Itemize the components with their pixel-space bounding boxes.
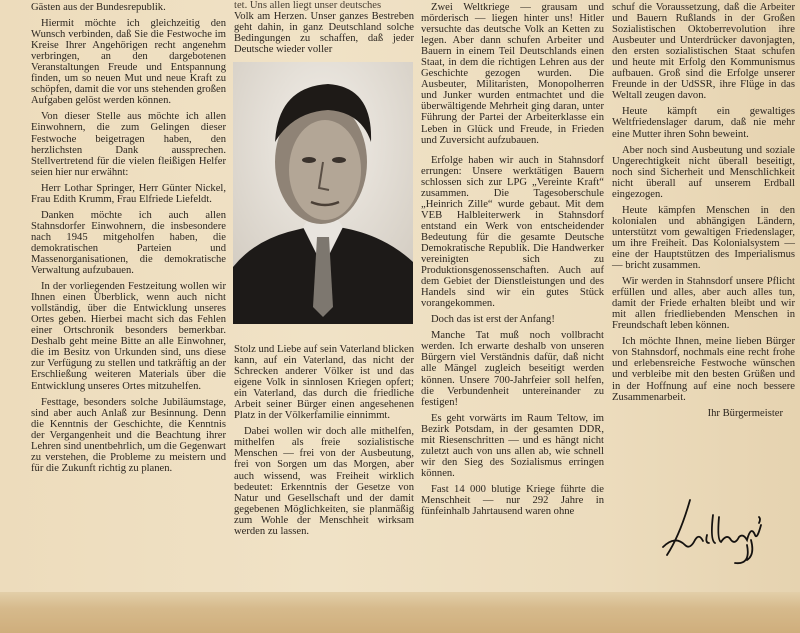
column-2-bottom (234, 344, 414, 542)
paragraph: Es geht vorwärts im Raum Teltow, im Bezirk Potsdam, in der gesamten DDR, mit Riesenschritten — und es hängt nicht zuletzt auch von uns allen ab, wie schnell wir den Sieg des Sozialismus erringen können. (421, 412, 604, 479)
paragraph: Erfolge haben wir auch in Stahnsdorf errungen: Unsere werktätigen Bauern schlossen sich zur LPG „Vereinte Kraft“ zusammen. Die Tagesoberschule „Heinrich Zille“ wurde gebaut. Mit dem VEB Halbleiterwerk in Stahnsdorf entstand ein Werk von entscheidender Bedeutung für die gesamte Deutsche Demokratische Republik. Die Handwerker vereinigten sich zu Produktionsgenossenschaften. Auch auf dem Gebiet der Dienstleistungen und des Handels sind wir ein gutes Stück vorangekommen. (421, 154, 604, 310)
paragraph: Ich möchte Ihnen, meine lieben Bürger von Stahnsdorf, nochmals eine recht frohe und erlebensreiche Festwoche wünschen und verbleibe mit den besten Grüßen und in der Hoffnung auf eine noch bessere Zusammenarbeit. (612, 336, 795, 403)
cut-off-line: tet. Uns allen liegt unser deutsches (234, 0, 382, 11)
signature (655, 495, 785, 565)
column-1 (31, 2, 226, 479)
paragraph: Aber noch sind Ausbeutung und soziale Ungerechtigkeit nicht überall beseitigt, noch sind Sicherheit und Menschlichkeit nicht überall auf unserem Erdball eingezogen. (612, 144, 795, 200)
column-2-top (234, 0, 414, 60)
paragraph: Festtage, besonders solche Jubiläumstage, sind aber auch Anlaß zur Besinnung. Denn die Kenntnis der Geschichte, die Kenntnis der Vergangenheit und die Beachtung ihrer Lehren sind unentbehrlich, um die Gegenwart zu verstehen, die Probleme zu meistern und für die Zukunft richtig zu planen. (31, 396, 226, 474)
column-3 (421, 2, 604, 522)
paper-edge (0, 592, 800, 633)
paragraph: schuf die Voraussetzung, daß die Arbeiter und Bauern Rußlands in der Großen Sozialistischen Oktoberrevolution ihre Ausbeuter und Unterdrücker davonjagten, den ersten sozialistischen Staat schufen und heute mit Erfolg den Kommunismus aufbauen. Groß sind die Erfolge unserer Freunde in der UdSSR, ihre Flüge in das Weltall zeugen davon. (612, 2, 795, 102)
paragraph: Heute kämpfen Menschen in den kolonialen und abhängigen Ländern, unterstützt vom gewaltigen Friedenslager, um ihre Freiheit. Das Kolonialsystem — eine der Hauptstützen des Imperialismus — bricht zusammen. (612, 204, 795, 272)
paragraph: Volk am Herzen. Unser ganzes Bestreben geht dahin, in ganz Deutschland solche Bedingungen zu schaffen, daß jeder Deutsche wieder voller (234, 11, 414, 56)
paragraph: Gästen aus der Bundesrepublik. (31, 2, 166, 13)
paragraph: Heute kämpft ein gewaltiges Weltfriedenslager darum, daß nie mehr eine Mutter ihren Sohn beweint. (612, 106, 795, 140)
paragraph: Stolz und Liebe auf sein Vaterland blicken kann, auf ein Vaterland, das nicht der Schrecken anderer Völker ist und das eigene Volk in sinnlosen Kriegen opfert; ein Vaterland, das durch die friedliche Arbeit seiner Bürger einen angesehenen Platz in der Völkerfamilie einnimmt. (234, 344, 414, 422)
paragraph: Manche Tat muß noch vollbracht werden. Ich erwarte deshalb von unseren Bürgern viel Verständnis dafür, daß nicht alle Mängel zugleich beseitigt werden können. Unsere 700-Jahrfeier soll helfen, die Verbundenheit untereinander zu festigen! (421, 330, 604, 408)
paragraph: Hiermit möchte ich gleichzeitig den Wunsch verbinden, daß Sie die Festwoche im Kreise Ihrer Angehörigen recht angenehm verbringen, an den dargebotenen Veranstaltungen Freude und Entspannung finden, um so neuen Mut und neue Kraft zu schöpfen, damit die vor uns stehenden großen Aufgaben gelöst werden können. (31, 18, 226, 107)
paragraph: Von dieser Stelle aus möchte ich allen Einwohnern, die zum Gelingen dieser Festwoche beigetragen haben, den herzlichsten Dank aussprechen. Stellvertretend für die vielen fleißigen Helfer seien hier nur erwähnt: (31, 111, 226, 178)
paragraph: Danken möchte ich auch allen Stahnsdorfer Einwohnern, die insbesondere nach 1945 mitgeholfen haben, die demokratischen Parteien und Massenorganisationen, die demokratische Verwaltung aufzubauen. (31, 209, 226, 277)
portrait-image (233, 62, 413, 324)
column-4 (612, 2, 795, 424)
paragraph: Zwei Weltkriege — grausam und mörderisch — liegen hinter uns! Hitler versuchte das deutsche Volk an Ketten zu legen. Aber dann schufen Arbeiter und Bauern in einem Teil Deutschlands einen Staat, in dem die richtigen Lehren aus der Geschichte gezogen wurden. Die Ausbeuter, Militaristen, Monopolherren und Junker wurden entmachtet und die überwältigende Mehrheit ging daran, unter Führung der Partei der Arbeiterklasse ein Leben in Glück und Freude, in Frieden und Zuversicht aufzubauen. (421, 2, 604, 146)
portrait-photo (233, 62, 413, 324)
paragraph: Herr Lothar Springer, Herr Günter Nickel, Frau Edith Krumm, Frau Elfriede Liefeldt. (31, 182, 226, 205)
paragraph: Wir werden in Stahnsdorf unsere Pflicht erfüllen und alles, aber auch alles tun, damit der Friede erhalten bleibt und wir mit allen friedliebenden Menschen in Freundschaft leben können. (612, 276, 795, 332)
paragraph: Fast 14 000 blutige Kriege führte die Menschheit — nur 292 Jahre in fünfeinhalb Jahrtausend waren ohne (421, 483, 604, 518)
paragraph: Doch das ist erst der Anfang! (431, 314, 555, 326)
paragraph: In der vorliegenden Festzeitung wollen wir Ihnen einen Überblick, wenn auch nicht vollständig, über die Entwicklung unseres Ortes geben. Hierbei macht sich das Fehlen einer Ortschronik besonders bemerkbar. Deshalb geht meine Bitte an alle Einwohner, die im Besitz von Urkunden sind, uns diese zur Verfügung zu stellen und tatkräftig an der Erschließung weiteren Materials über die Entwicklung unseres Ortes mitzuhelfen. (31, 281, 226, 392)
closing-mayor: Ihr Bürgermeister (707, 407, 783, 419)
paragraph: Dabei wollen wir doch alle mithelfen, mithelfen als freie sozialistische Menschen — frei von der Ausbeutung, frei von Sorgen um das Morgen, aber auch wissend, was Freiheit wirklich bedeutet: Erkenntnis der Gesetze von Natur und Gesellschaft und der damit gegebenen Möglichkeiten, sie planmäßig zum Wohle der Menschheit wirksam werden zu lassen. (234, 426, 414, 537)
